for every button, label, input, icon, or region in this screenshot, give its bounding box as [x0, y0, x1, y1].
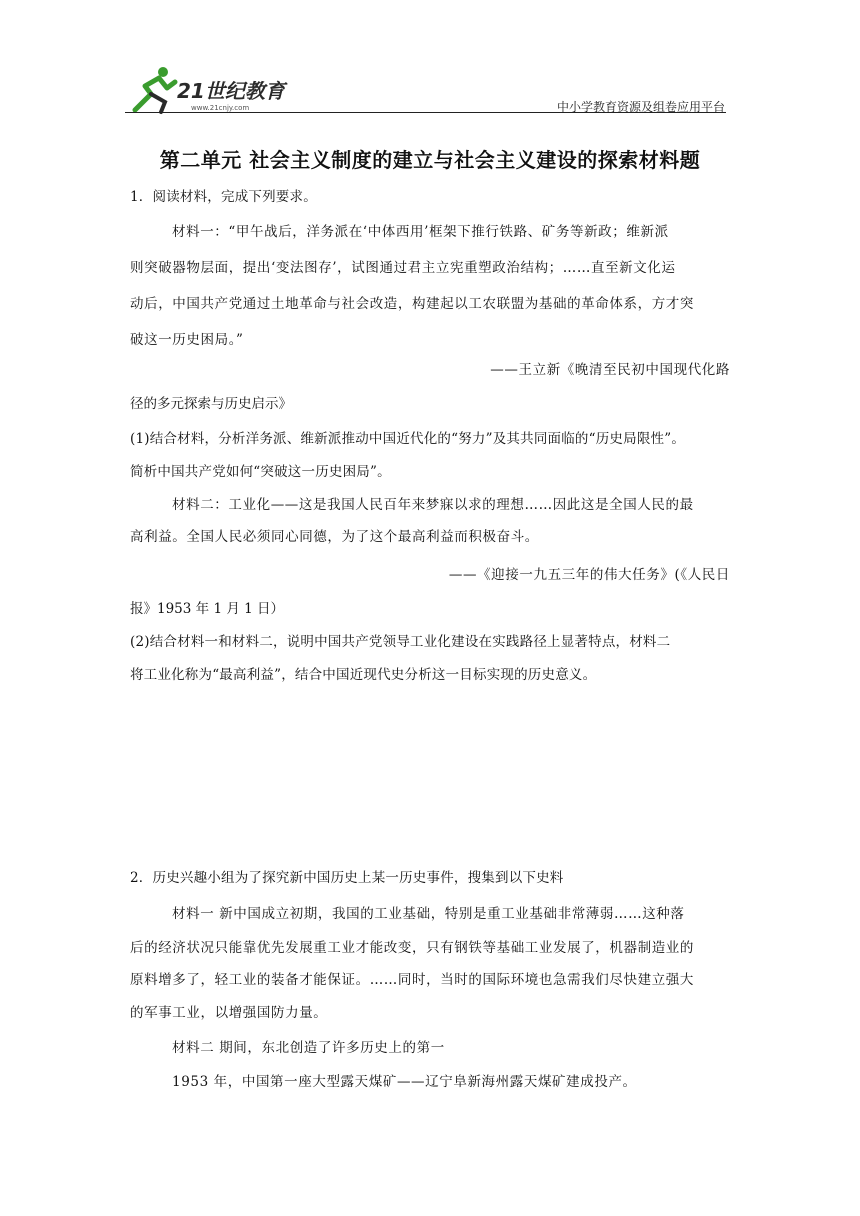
q1-material-2-line-2: 高利益。全国人民必须同心同德，为了这个最高利益而积极奋斗。	[130, 529, 539, 545]
q1-part-2-line-1: (2)结合材料一和材料二，说明中国共产党领导工业化建设在实践路径上显著特点，材料二	[130, 634, 671, 650]
q1-part-2-line-2: 将工业化称为“最高利益”，结合中国近现代史分析这一目标实现的历史意义。	[130, 667, 597, 683]
platform-name: 中小学教育资源及组卷应用平台	[556, 100, 725, 114]
q1-material-1-line-1: 材料一：“甲午战后，洋务派在‘中体西用’框架下推行铁路、矿务等新政；维新派	[172, 224, 669, 240]
q1-material-1-source-2: 径的多元探索与历史启示》	[130, 396, 292, 412]
q2-material-2-line-1: 材料二 期间，东北创造了许多历史上的第一	[172, 1040, 445, 1056]
q1-part-1-line-1: (1)结合材料，分析洋务派、维新派推动中国近代化的“努力”及其共同面临的“历史局限性”。	[130, 431, 686, 447]
q2-stem: 2．历史兴趣小组为了探究新中国历史上某一历史事件，搜集到以下史料	[130, 870, 564, 886]
q2-material-1-line-2: 后的经济状况只能靠优先发展重工业才能改变，只有钢铁等基础工业发展了，机器制造业的	[130, 940, 694, 956]
q2-material-1-line-4: 的军事工业，以增强国防力量。	[130, 1005, 328, 1021]
page-header	[125, 64, 725, 116]
logo-subtext: www.21cnjy.com	[191, 104, 250, 112]
q2-material-1-line-1: 材料一 新中国成立初期，我国的工业基础，特别是重工业基础非常薄弱……这种落	[172, 906, 685, 922]
q1-material-1-line-4: 破这一历史困局。”	[130, 332, 244, 348]
header-divider	[125, 112, 726, 113]
q1-material-1-source-1: ——王立新《晚清至民初中国现代化路	[490, 362, 730, 378]
q1-material-2-source-1: ——《迎接一九五三年的伟大任务》(《人民日	[448, 567, 730, 583]
q1-material-1-line-3: 动后，中国共产党通过土地革命与社会改造，构建起以工农联盟为基础的革命体系，方才突	[130, 296, 694, 312]
21cnjy-logo	[125, 64, 295, 116]
q1-stem: 1．阅读材料，完成下列要求。	[130, 189, 317, 205]
logo-text: 21世纪教育	[177, 79, 285, 103]
page-title: 第二单元 社会主义制度的建立与社会主义建设的探索材料题	[159, 148, 701, 172]
q1-material-2-line-1: 材料二：工业化——这是我国人民百年来梦寐以求的理想……因此这是全国人民的最	[172, 497, 694, 513]
q1-part-1-line-2: 简析中国共产党如何“突破这一历史困局”。	[130, 464, 391, 480]
q2-material-2-line-2: 1953 年，中国第一座大型露天煤矿——辽宁阜新海州露天煤矿建成投产。	[172, 1074, 637, 1090]
q2-material-1-line-3: 原料增多了，轻工业的装备才能保证。……同时，当时的国际环境也急需我们尽快建立强大	[130, 972, 694, 988]
q1-material-1-line-2: 则突破器物层面，提出‘变法图存’，试图通过君主立宪重塑政治结构；……直至新文化运	[130, 260, 676, 276]
q1-material-2-source-2: 报》1953 年 1 月 1 日）	[130, 601, 284, 617]
